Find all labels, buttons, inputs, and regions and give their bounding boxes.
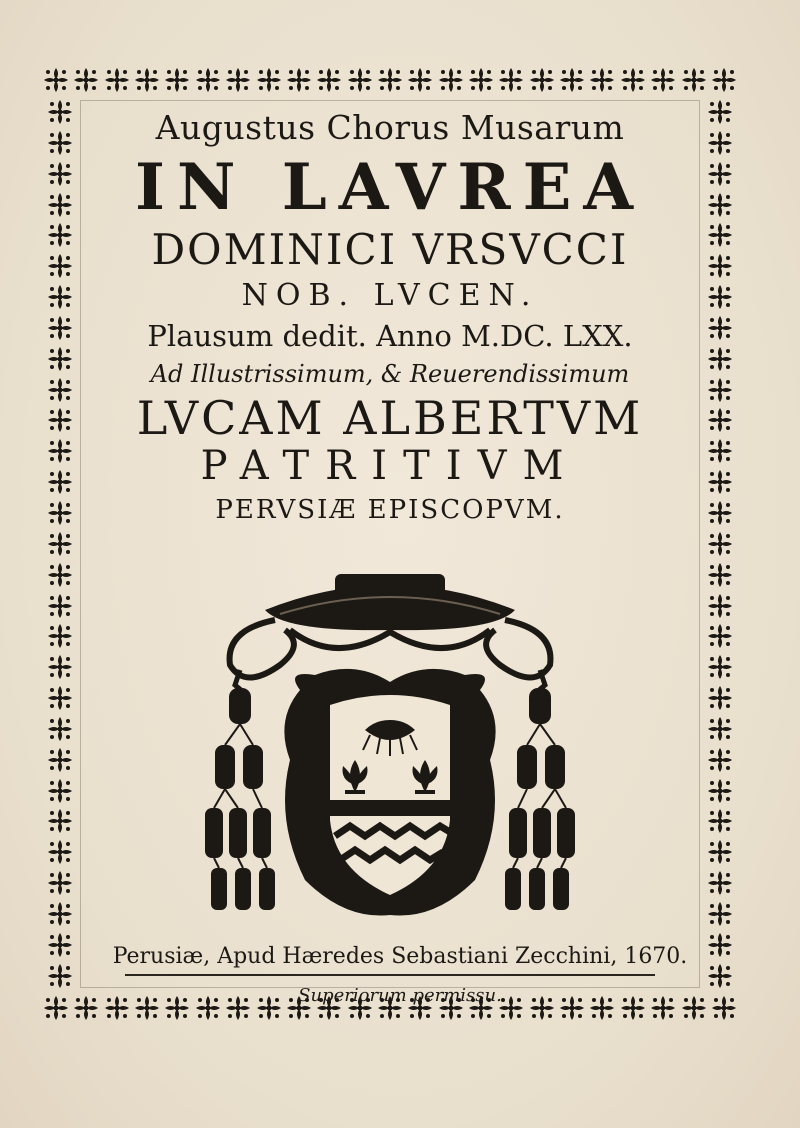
fleuron-border-icon — [437, 66, 465, 94]
fleuron-border-icon — [706, 98, 734, 126]
fleuron-border-icon — [706, 283, 734, 311]
fleuron-border-icon — [706, 838, 734, 866]
title-line-1: Augustus Chorus Musarum — [155, 108, 625, 147]
fleuron-border-icon — [706, 252, 734, 280]
fleuron-border-icon — [46, 684, 74, 712]
fleuron-border-icon — [46, 715, 74, 743]
imprint-line: Perusiæ, Apud Hæredes Sebastiani Zecchini, 1670. — [112, 944, 688, 969]
fleuron-border-icon — [46, 437, 74, 465]
fleuron-border-icon — [706, 468, 734, 496]
fleuron-border-icon — [706, 592, 734, 620]
fleuron-border-icon — [285, 66, 313, 94]
fleuron-border-icon — [46, 530, 74, 558]
title-line-2: IN LAVREA — [135, 150, 645, 225]
fleuron-border-icon — [706, 406, 734, 434]
fleuron-border-icon — [706, 345, 734, 373]
fleuron-border-icon — [46, 653, 74, 681]
fleuron-border-icon — [46, 468, 74, 496]
fleuron-border-icon — [706, 653, 734, 681]
fleuron-border-icon — [46, 931, 74, 959]
fleuron-border-icon — [376, 66, 404, 94]
fleuron-border-icon — [706, 437, 734, 465]
fleuron-border-icon — [706, 869, 734, 897]
fleuron-border-icon — [46, 160, 74, 188]
fleuron-border-icon — [588, 66, 616, 94]
fleuron-border-icon — [706, 684, 734, 712]
fleuron-border-icon — [706, 499, 734, 527]
fleuron-border-icon — [706, 777, 734, 805]
fleuron-border-icon — [706, 807, 734, 835]
fleuron-border-icon — [706, 622, 734, 650]
license-line: Superiorum permissu. — [298, 985, 502, 1006]
fleuron-border-icon — [46, 406, 74, 434]
border-left — [42, 98, 78, 990]
fleuron-border-icon — [46, 592, 74, 620]
fleuron-border-icon — [46, 345, 74, 373]
title-line-4: NOB. LVCEN. — [241, 278, 539, 313]
fleuron-border-icon — [46, 807, 74, 835]
fleuron-border-icon — [72, 994, 100, 1022]
fleuron-border-icon — [406, 66, 434, 94]
fleuron-border-icon — [46, 98, 74, 126]
fleuron-border-icon — [706, 962, 734, 990]
fleuron-border-icon — [255, 66, 283, 94]
fleuron-border-icon — [46, 283, 74, 311]
fleuron-border-icon — [528, 66, 556, 94]
fleuron-border-icon — [163, 66, 191, 94]
coat-of-arms-icon — [205, 570, 575, 930]
fleuron-border-icon — [706, 221, 734, 249]
fleuron-border-icon — [46, 191, 74, 219]
fleuron-border-icon — [706, 191, 734, 219]
fleuron-border-icon — [46, 838, 74, 866]
fleuron-border-icon — [46, 376, 74, 404]
fleuron-border-icon — [42, 66, 70, 94]
fleuron-border-icon — [706, 900, 734, 928]
dedicatee-office: PERVSIÆ EPISCOPVM. — [215, 495, 565, 525]
fleuron-border-icon — [706, 931, 734, 959]
fleuron-border-icon — [315, 66, 343, 94]
fleuron-border-icon — [46, 129, 74, 157]
fleuron-border-icon — [710, 994, 738, 1022]
dedicatee-name: LVCAM ALBERTVM — [136, 391, 644, 445]
fleuron-border-icon — [649, 66, 677, 94]
fleuron-border-icon — [497, 66, 525, 94]
fleuron-border-icon — [103, 66, 131, 94]
fleuron-border-icon — [680, 66, 708, 94]
fleuron-border-icon — [46, 561, 74, 589]
fleuron-border-icon — [558, 66, 586, 94]
fleuron-border-icon — [706, 314, 734, 342]
fleuron-border-icon — [46, 622, 74, 650]
fleuron-border-icon — [46, 869, 74, 897]
title-line-3: DOMINICI VRSVCCI — [151, 225, 629, 274]
fleuron-border-icon — [710, 66, 738, 94]
fleuron-border-icon — [42, 994, 70, 1022]
fleuron-border-icon — [467, 66, 495, 94]
dedicatee-surname: PATRITIVM — [200, 443, 580, 489]
fleuron-border-icon — [46, 314, 74, 342]
fleuron-border-icon — [46, 900, 74, 928]
fleuron-border-icon — [706, 530, 734, 558]
title-block — [80, 98, 700, 532]
fleuron-border-icon — [46, 962, 74, 990]
fleuron-border-icon — [706, 160, 734, 188]
fleuron-border-icon — [72, 66, 100, 94]
border-top — [42, 62, 738, 98]
fleuron-border-icon — [46, 746, 74, 774]
fleuron-border-icon — [46, 221, 74, 249]
fleuron-border-icon — [706, 715, 734, 743]
fleuron-border-icon — [619, 66, 647, 94]
fleuron-border-icon — [133, 66, 161, 94]
border-right — [702, 98, 738, 990]
fleuron-border-icon — [706, 376, 734, 404]
fleuron-border-icon — [706, 746, 734, 774]
fleuron-border-icon — [706, 129, 734, 157]
fleuron-border-icon — [224, 66, 252, 94]
fleuron-border-icon — [706, 561, 734, 589]
imprint-rule — [125, 974, 655, 976]
fleuron-border-icon — [346, 66, 374, 94]
fleuron-border-icon — [194, 66, 222, 94]
title-line-5: Plausum dedit. Anno M.DC. LXX. — [147, 319, 633, 353]
fleuron-border-icon — [46, 777, 74, 805]
fleuron-border-icon — [46, 499, 74, 527]
dedication-line: Ad Illustrissimum, & Reuerendissimum — [150, 360, 630, 388]
fleuron-border-icon — [46, 252, 74, 280]
